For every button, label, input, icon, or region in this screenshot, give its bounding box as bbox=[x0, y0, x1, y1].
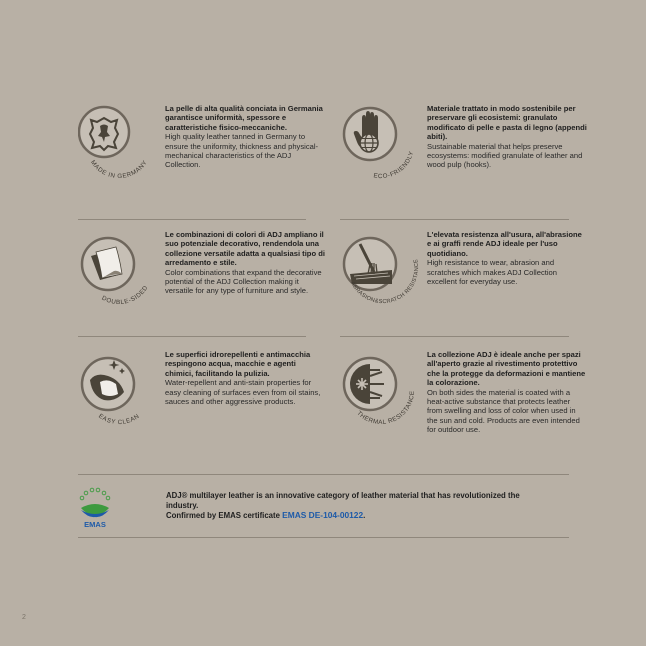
emas-suffix: . bbox=[363, 510, 366, 520]
svg-text:ABRASION&SCRATCH RESISTANCE: ABRASION&SCRATCH RESISTANCE bbox=[349, 258, 421, 306]
feature-easy-clean bbox=[78, 350, 338, 450]
emas-line-2: Confirmed by EMAS certificate bbox=[166, 510, 280, 520]
feature-text-en: On both sides the material is coated with a heat-active substance that protects leather from swelling and loss of color when used in the sun and cold. Products are even intended for outdoor use. bbox=[427, 387, 580, 435]
feature-text-it: La pelle di alta qualità conciata in Germania garantisce uniformità, spessore e caratteristiche fisico-meccaniche. bbox=[165, 104, 323, 132]
feature-text-en: Color combinations that expand the decorative potential of the ADJ Collection making it versatile for any type of furniture and style. bbox=[165, 267, 322, 296]
feature-text-it: L'elevata resistenza all'usura, all'abrasione e ai graffi rende ADJ ideale per l'uso quotidiano. bbox=[427, 230, 582, 258]
svg-text:ECO-FRIENDLY: ECO-FRIENDLY bbox=[372, 150, 416, 181]
divider bbox=[78, 336, 306, 337]
feature-text-en: High resistance to wear, abrasion and scratches which makes ADJ Collection excellent for everyday use. bbox=[427, 258, 557, 287]
feature-abrasion-scratch bbox=[340, 230, 600, 330]
divider bbox=[78, 474, 569, 475]
abrasion-scratch-badge bbox=[340, 230, 422, 312]
divider bbox=[78, 537, 569, 538]
eco-friendly-badge bbox=[340, 104, 422, 186]
thermal-resistance-badge bbox=[340, 350, 422, 432]
leather-hide-eagle-icon bbox=[78, 104, 160, 186]
svg-text:DOUBLE-SIDED: DOUBLE-SIDED bbox=[100, 284, 150, 307]
svg-text:EASY CLEAN: EASY CLEAN bbox=[97, 412, 141, 427]
divider bbox=[78, 219, 306, 220]
emas-line-1: ADJ® multilayer leather is an innovative category of leather material that has revolutionized the industry. bbox=[166, 491, 520, 510]
svg-text:MADE IN GERMANY: MADE IN GERMANY bbox=[88, 159, 150, 181]
double-sided-sheet-icon bbox=[78, 230, 160, 312]
feature-text-it: Le superfici idrorepellenti e antimacchia respingono acqua, macchie e agenti chimici, facilitando la pulizia. bbox=[165, 350, 311, 378]
feature-made-in-germany bbox=[78, 104, 338, 204]
cleaning-cloth-icon bbox=[78, 350, 160, 432]
feature-text-en: Water-repellent and anti-stain properties for easy cleaning of surfaces even from oil stains, sauces and other aggressive products. bbox=[165, 378, 321, 407]
feature-text-en: Sustainable material that helps preserve ecosystems: modified granulate of leather and wood pulp (hooks). bbox=[427, 141, 583, 170]
svg-text:THERMAL RESISTANCE: THERMAL RESISTANCE bbox=[355, 390, 417, 427]
feature-double-sided bbox=[78, 230, 338, 330]
feature-thermal-resistance bbox=[340, 350, 600, 450]
divider bbox=[340, 336, 569, 337]
made-in-germany-badge bbox=[78, 104, 160, 186]
feature-text-it: Le combinazioni di colori di ADJ ampliano il suo potenziale decorativo, rendendola una collezione versatile adatta a qualsiasi tipo di arredamento e stile. bbox=[165, 230, 325, 268]
divider bbox=[340, 219, 569, 220]
feature-text-it: Materiale trattato in modo sostenibile per preservare gli ecosistemi: granulato modificato di pelle e pasta di legno (appendi abiti). bbox=[427, 104, 587, 142]
emas-certificate-code: EMAS DE-104-00122 bbox=[282, 509, 364, 520]
feature-text-it: La collezione ADJ è ideale anche per spazi all'aperto grazie al rivestimento protettivo che la protegge da deformazioni e mantiene la colorazione. bbox=[427, 350, 586, 388]
page-number: 2 bbox=[22, 614, 26, 621]
emas-logo-label: EMAS bbox=[84, 520, 106, 529]
easy-clean-badge bbox=[78, 350, 160, 432]
sun-snowflake-icon bbox=[340, 350, 422, 432]
feature-text-en: High quality leather tanned in Germany to ensure the uniformity, thickness and physical-mechanical characteristics of the ADJ Collection. bbox=[165, 132, 319, 170]
fork-scratch-icon bbox=[340, 230, 422, 312]
double-sided-badge bbox=[78, 230, 160, 312]
feature-eco-friendly bbox=[340, 104, 600, 204]
hand-globe-icon bbox=[340, 104, 422, 186]
emas-statement bbox=[166, 491, 526, 520]
emas-logo bbox=[76, 484, 116, 530]
